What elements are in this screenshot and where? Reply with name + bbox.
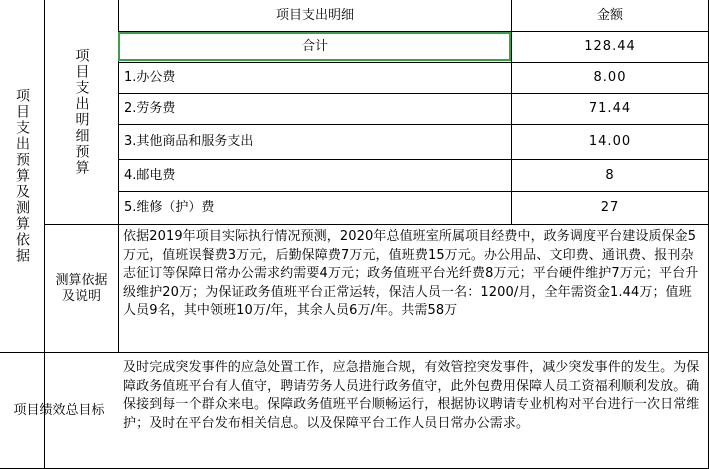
row-labor-amount[interactable]: 71.44 xyxy=(588,101,632,116)
left-heading-cell xyxy=(0,0,44,352)
col-header-detail: 项目支出明细 xyxy=(275,7,354,23)
col-header-amount: 金额 xyxy=(596,7,623,23)
row-repair-label[interactable]: 5.维修（护）费 xyxy=(124,200,215,215)
basis-text[interactable]: 依据2019年项目实际执行情况预测，2020年总值班室所属项目经费中，政务调度平台建设质保金5万元，值班误餐费3万元，后勤保障费7万元，值班费15万元。办公用品、文印费、通讯费、报刊杂志征订等保障日常办公需求约需要4万元；政务值班平台光纤费8万元；平台硬件维护7万元；平台升级维护20万；为保证政务值班平台正常运转，保洁人员一名：1200/月，全年需资金1.44万；值班人员9名，其中领班10万/年，其余人员6万/年。共需58万 xyxy=(123,229,699,318)
row-total-amount[interactable]: 128.44 xyxy=(584,39,636,54)
row-postal-label[interactable]: 4.邮电费 xyxy=(124,167,176,183)
row-office-amount[interactable]: 8.00 xyxy=(593,70,627,85)
row-postal-amount[interactable]: 8 xyxy=(605,167,615,183)
selected-cell-highlight xyxy=(118,32,511,61)
row-office-label[interactable]: 1.办公费 xyxy=(124,70,176,85)
goal-label: 项目绩效总目标 xyxy=(13,402,105,418)
goal-text[interactable]: 及时完成突发事件的应急处置工作，应急措施合规，有效管控突发事件，减少突发事件的发生。为保障政务值班平台有人值守，聘请劳务人员进行政务值守，此外包费用保障人员工资福利顺利发放。确保接到每一个群众来电。保障政务值班平台顺畅运行，根据协议聘请专业机构对平台进行一次日常维护；及时在平台发布相关信息。以及保障平台工作人员日常办公需求。 xyxy=(123,360,700,431)
row-repair-amount[interactable]: 27 xyxy=(600,200,620,215)
left-heading: 项目支出预算及测算依据 xyxy=(14,88,30,264)
detail-budget-heading: 项目支出明细预算 xyxy=(73,48,90,176)
row-total-label[interactable]: 合计 xyxy=(301,39,328,54)
basis-label: 测算依据及说明 xyxy=(55,272,108,304)
row-other-label[interactable]: 3.其他商品和服务支出 xyxy=(124,134,254,149)
detail-budget-cell xyxy=(45,0,118,224)
row-other-amount[interactable]: 14.00 xyxy=(588,134,632,149)
row-labor-label[interactable]: 2.劳务费 xyxy=(124,101,176,116)
